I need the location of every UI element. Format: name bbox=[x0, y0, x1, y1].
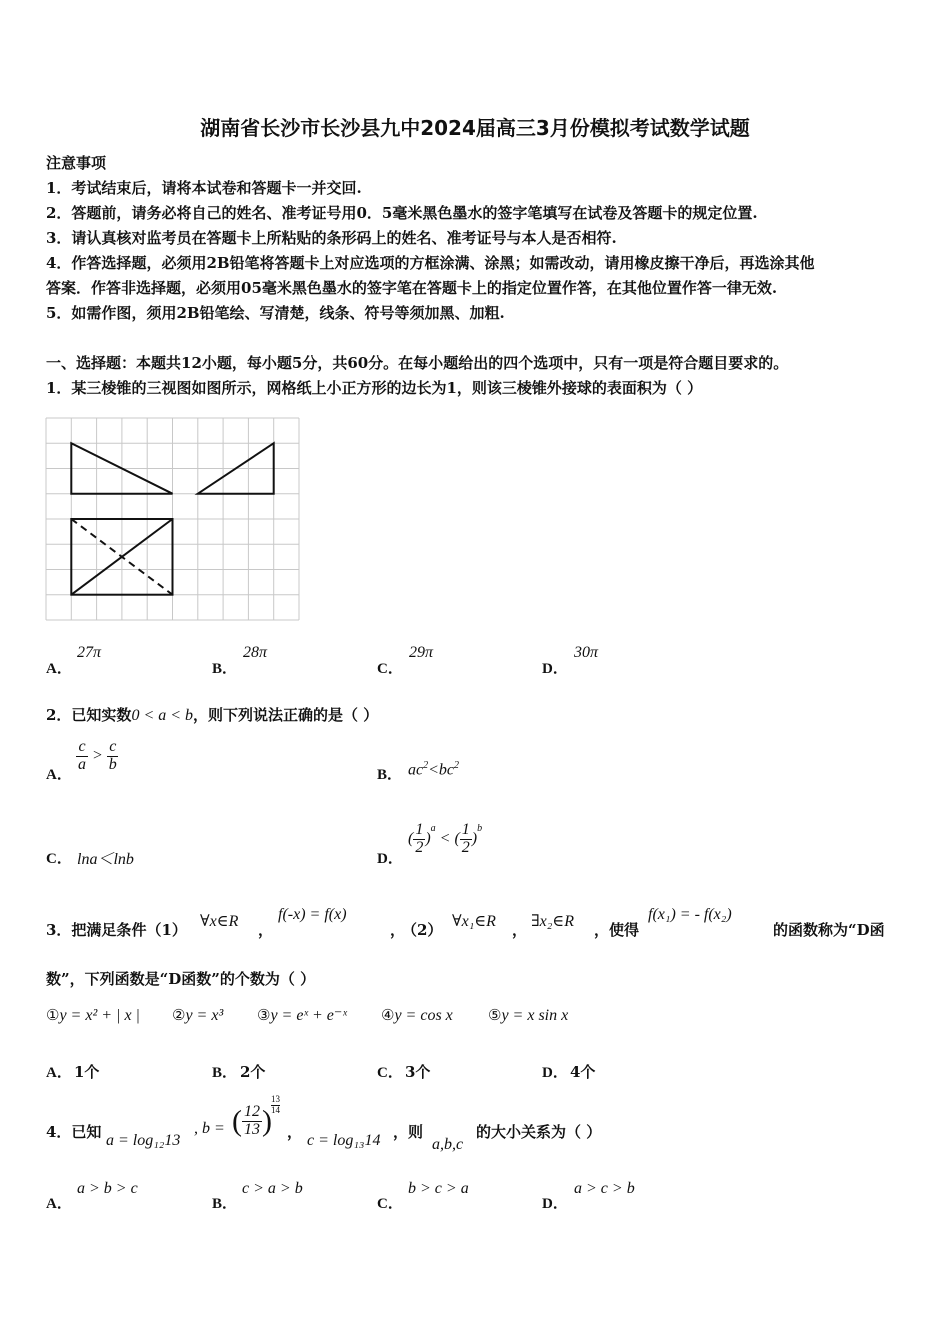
q3-function-list bbox=[46, 1005, 140, 1025]
q3-cond2-forall: ∀x₁∈R bbox=[452, 913, 496, 930]
note-item-5: 5．如需作图，须用2B铅笔绘、写清楚，线条、符号等须加黑、加粗. bbox=[46, 304, 505, 322]
q3-cond2-eq: f(x₁) = - f(x₂) bbox=[648, 906, 732, 923]
q2-option-b-label: B． bbox=[377, 767, 403, 783]
q4-c-def: c = log₁₃14 bbox=[307, 1132, 381, 1149]
q4-comma: ， bbox=[287, 1123, 303, 1141]
three-view-figure bbox=[44, 416, 302, 622]
q2-option-b-expr bbox=[408, 760, 459, 779]
q4-option-c-value: b > c > a bbox=[408, 1180, 469, 1197]
q3-func-3: y = eˣ + e⁻ˣ bbox=[270, 1007, 347, 1024]
q3-func-2-num: ② bbox=[172, 1006, 186, 1024]
q3-cond1-eq: f(-x) = f(x) bbox=[278, 906, 347, 923]
q2-option-c-label: C． bbox=[46, 851, 72, 867]
q2-d-num2: 1 bbox=[461, 821, 470, 838]
q3-option-c-value: 3个 bbox=[405, 1063, 431, 1081]
q4-option-d-label: D． bbox=[542, 1196, 568, 1212]
q4-option-a-label: A． bbox=[46, 1196, 72, 1212]
q2-b-left: ac bbox=[408, 761, 424, 779]
q2-a-den1: a bbox=[78, 755, 86, 773]
q2-stem-post: ，则下列说法正确的是（ ） bbox=[193, 706, 379, 724]
q2-d-exp1: a bbox=[430, 822, 436, 834]
q3-func-4-num: ④ bbox=[381, 1006, 395, 1024]
q4-a-def: a = log₁₂13 bbox=[106, 1132, 181, 1149]
q2-condition: 0 < a < b bbox=[131, 707, 194, 724]
q3-option-c-label: C． bbox=[377, 1065, 403, 1081]
q4-stem-part1: 4．已知 bbox=[46, 1123, 102, 1141]
q4-vars: a,b,c bbox=[432, 1136, 464, 1153]
notes-heading: 注意事项 bbox=[46, 154, 107, 172]
q3-option-b-value: 2个 bbox=[240, 1063, 266, 1081]
q2-a-num2: c bbox=[109, 738, 117, 755]
note-item-4-cont: 答案．作答非选择题，必须用05毫米黑色墨水的签字笔在答题卡上的指定位置作答，在其他位置作答一律无效. bbox=[46, 279, 778, 297]
q3-func-2: y = x³ bbox=[185, 1007, 224, 1024]
q3-func-3-num: ③ bbox=[257, 1006, 271, 1024]
q2-option-d-label: D． bbox=[377, 851, 403, 867]
q4-b-num: 12 bbox=[244, 1103, 260, 1120]
q4-b-expr: ( $\frac{12}{13}$ ) bbox=[232, 1103, 272, 1138]
section-heading: 一、选择题：本题共12小题，每小题5分，共60分。在每小题给出的四个选项中，只有一项是符合题目要求的。 bbox=[46, 354, 789, 372]
q2-stem-pre: 2．已知实数 bbox=[46, 706, 132, 724]
q1-option-d-value: 30π bbox=[574, 644, 599, 661]
q3-stem-part3: ，使得 bbox=[594, 921, 640, 939]
q3-cond1-forall: ∀x∈R bbox=[200, 913, 239, 930]
q1-option-d-label: D． bbox=[542, 661, 568, 677]
q3-option-d-value: 4个 bbox=[570, 1063, 596, 1081]
q4-option-b-value: c > a > b bbox=[242, 1180, 303, 1197]
q3-function-5 bbox=[488, 1005, 568, 1025]
q2-option-d-expr: ( $\frac{1}{2}$ )$^a$ < ( $\frac{1}{2}$ )$^b$ bbox=[408, 821, 483, 856]
q2-a-op: > bbox=[92, 746, 103, 764]
q3-cond2-label: （2） bbox=[402, 921, 443, 939]
q3-stem-part1: 3．把满足条件（1） bbox=[46, 921, 187, 939]
q2-option-a-expr bbox=[76, 739, 119, 774]
q4-option-d-value: a > c > b bbox=[574, 1180, 635, 1197]
q2-d-den2: 2 bbox=[461, 838, 470, 856]
q3-func-1-num: ① bbox=[46, 1006, 60, 1024]
q2-stem bbox=[46, 704, 378, 725]
note-item-4: 4．作答选择题，必须用2B铅笔将答题卡上对应选项的方框涂满、涂黑；如需改动，请用橡皮擦干净后，再选涂其他 bbox=[46, 254, 815, 272]
q2-d-exp2: b bbox=[477, 822, 483, 834]
q1-option-c-label: C． bbox=[377, 661, 403, 677]
q2-option-c-expr: lna＜lnb bbox=[77, 851, 134, 868]
q3-stem-part4: 的函数称为“D函 bbox=[773, 921, 885, 939]
q4-b-exp-den: 14 bbox=[271, 1104, 280, 1115]
q2-a-den2: b bbox=[108, 755, 117, 773]
q2-option-a-label: A． bbox=[46, 767, 72, 783]
q3-cond2-exists: ∃x₂∈R bbox=[531, 913, 574, 930]
q2-b-exp2: 2 bbox=[454, 760, 460, 771]
q4-b-den: 13 bbox=[244, 1120, 260, 1138]
note-item-1: 1．考试结束后，请将本试卷和答题卡一并交回. bbox=[46, 179, 362, 197]
q1-option-c-value: 29π bbox=[409, 644, 434, 661]
q1-option-b-value: 28π bbox=[243, 644, 268, 661]
q4-option-c-label: C． bbox=[377, 1196, 403, 1212]
q4-option-b-label: B． bbox=[212, 1196, 238, 1212]
q1-option-a-label: A． bbox=[46, 661, 72, 677]
q4-option-a-value: a > b > c bbox=[77, 1180, 138, 1197]
q2-a-num1: c bbox=[78, 738, 86, 755]
q2-b-right: bc bbox=[438, 761, 455, 779]
q4-b-prefix: , b = bbox=[194, 1120, 225, 1137]
q3-func-5: y = x sin x bbox=[501, 1007, 569, 1024]
q1-option-a-value: 27π bbox=[77, 644, 102, 661]
q3-comma-2: ， bbox=[390, 921, 406, 939]
q3-option-a-label: A． bbox=[46, 1065, 72, 1081]
q2-b-op: < bbox=[428, 761, 439, 779]
q2-d-den1: 2 bbox=[415, 838, 424, 856]
q3-func-4: y = cos x bbox=[394, 1007, 453, 1024]
q2-d-op: < bbox=[439, 829, 451, 847]
page-title: 湖南省长沙市长沙县九中2024届高三3月份模拟考试数学试题 bbox=[200, 116, 750, 140]
q3-option-b-label: B． bbox=[212, 1065, 238, 1081]
q2-b-exp1: 2 bbox=[423, 760, 429, 771]
q1-stem: 1．某三棱锥的三视图如图所示，网格纸上小正方形的边长为1，则该三棱锥外接球的表面积为（ ） bbox=[46, 379, 703, 397]
q4-b-exponent bbox=[271, 1095, 280, 1116]
q1-option-b-label: B． bbox=[212, 661, 238, 677]
q3-comma-3: ， bbox=[512, 921, 528, 939]
q3-func-5-num: ⑤ bbox=[488, 1006, 502, 1024]
note-item-2: 2．答题前，请务必将自己的姓名、准考证号用0．5毫米黑色墨水的签字笔填写在试卷及答题卡的规定位置. bbox=[46, 204, 758, 222]
q3-func-1: y = x² + | x | bbox=[59, 1007, 140, 1024]
q3-option-a-value: 1个 bbox=[74, 1063, 100, 1081]
q2-d-num1: 1 bbox=[415, 821, 424, 838]
q4-stem-part2: ，则 bbox=[393, 1123, 424, 1141]
q3-stem-part5: 数”，下列函数是“D函数”的个数为（ ） bbox=[46, 970, 316, 988]
q3-function-2 bbox=[172, 1005, 223, 1025]
q4-stem-part3: 的大小关系为（ ） bbox=[476, 1123, 602, 1141]
note-item-3: 3．请认真核对监考员在答题卡上所粘贴的条形码上的姓名、准考证号与本人是否相符. bbox=[46, 229, 617, 247]
q3-function-4 bbox=[381, 1005, 453, 1025]
q3-function-3 bbox=[257, 1005, 347, 1025]
q4-b-exp-num: 13 bbox=[271, 1094, 280, 1104]
q3-comma-1: ， bbox=[258, 921, 274, 939]
q3-option-d-label: D． bbox=[542, 1065, 568, 1081]
